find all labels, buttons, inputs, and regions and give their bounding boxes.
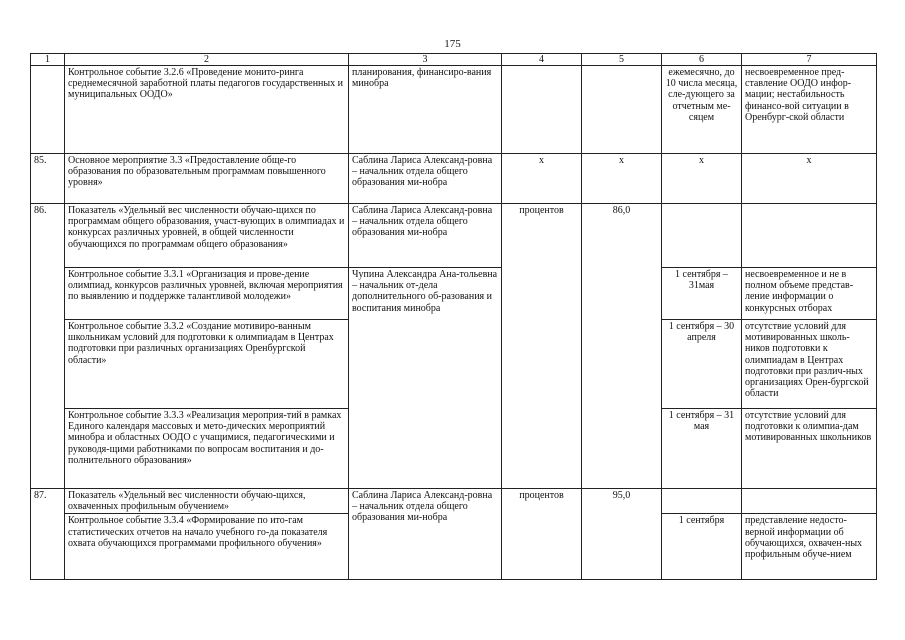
header-cell: 6 <box>662 54 742 66</box>
responsible: Чупина Александра Ана-тольевна – начальник от-дела дополнительного об-разования и воспитания минобра <box>349 268 502 489</box>
responsible: Саблина Лариса Александ-ровна – начальник отдела общего образования ми-нобра <box>349 154 502 204</box>
deadline: ежемесячно, до 10 числа месяца, сле-дующего за отчетным ме-сяцем <box>662 66 742 154</box>
event-title: Контрольное событие 3.3.2 «Создание мотивиро-ванным школьникам условий для подготовки к олимпиадам в Центрах подготовки при различных организациях Оренбургской области» <box>65 320 349 409</box>
risk: х <box>742 154 877 204</box>
table-row <box>31 154 877 204</box>
event-title: Основное мероприятие 3.3 «Предоставление обще-го образования по образовательным программам повышенного уровня» <box>65 154 349 204</box>
row-number: 87. <box>31 489 65 580</box>
event-title: Контрольное событие 3.3.3 «Реализация мероприя-тий в рамках Единого календаря массовых и мето-дических мероприятий минобра и областных ООДО с учащимися, педагогическими и руководя-щими работниками по вопросам воспитания и до-полнительного образования» <box>65 409 349 489</box>
table-row <box>31 489 877 514</box>
deadline: 1 сентября <box>662 514 742 580</box>
row-number: 85. <box>31 154 65 204</box>
responsible: Саблина Лариса Александ-ровна – начальник отдела общего образования ми-нобра <box>349 204 502 268</box>
plan-table <box>30 53 877 580</box>
header-cell: 5 <box>582 54 662 66</box>
table-row <box>31 204 877 268</box>
row-number: 86. <box>31 204 65 489</box>
risk: отсутствие условий для мотивированных школь-ников подготовки к олимпиадам в Центрах подготовки при различ-ных организациях Орен-бургской области <box>742 320 877 409</box>
header-cell: 4 <box>502 54 582 66</box>
risk: несвоевременное пред-ставление ООДО инфор-мации; нестабильность финансо-вой ситуации в Оренбург-ской области <box>742 66 877 154</box>
header-cell: 2 <box>65 54 349 66</box>
value: 95,0 <box>582 489 662 580</box>
unit: х <box>502 154 582 204</box>
responsible: планирования, финансиро-вания минобра <box>349 66 502 154</box>
page-number: 175 <box>444 38 461 50</box>
deadline: х <box>662 154 742 204</box>
risk <box>742 489 877 514</box>
deadline: 1 сентября – 30 апреля <box>662 320 742 409</box>
value <box>582 66 662 154</box>
risk: несвоевременное и не в полном объеме представ-ление информации о конкурсных отборах <box>742 268 877 320</box>
header-cell: 1 <box>31 54 65 66</box>
responsible: Саблина Лариса Александ-ровна – начальник отдела общего образования ми-нобра <box>349 489 502 580</box>
indicator-title: Показатель «Удельный вес численности обучаю-щихся, охваченных профильным обучением» <box>65 489 349 514</box>
deadline <box>662 204 742 268</box>
header-row <box>31 54 877 66</box>
event-title: Контрольное событие 3.3.1 «Организация и прове-дение олимпиад, конкурсов различных уровней, включая мероприятия по выявлению и поддержке талантливой молодежи» <box>65 268 349 320</box>
value: 86,0 <box>582 204 662 489</box>
risk: представление недосто-верной информации об обучающихся, охвачен-ных профильным обуче-нием <box>742 514 877 580</box>
unit <box>502 66 582 154</box>
risk <box>742 204 877 268</box>
deadline: 1 сентября – 31мая <box>662 268 742 320</box>
indicator-title: Показатель «Удельный вес численности обучаю-щихся по программам общего образования, участ-вующих в олимпиадах и конкурсах различных уровней, в общей численности обучающихся по программам общего образования» <box>65 204 349 268</box>
event-title: Контрольное событие 3.2.6 «Проведение монито-ринга среднемесячной заработной платы педагогов государственных и муниципальных ООДО» <box>65 66 349 154</box>
deadline <box>662 489 742 514</box>
unit: процентов <box>502 489 582 580</box>
table-row <box>31 66 877 154</box>
table-row <box>31 268 877 320</box>
unit: процентов <box>502 204 582 489</box>
header-cell: 3 <box>349 54 502 66</box>
risk: отсутствие условий для подготовки к олимпиа-дам мотивированных школьников <box>742 409 877 489</box>
event-title: Контрольное событие 3.3.4 «Формирование по ито-гам статистических отчетов на начало учебного го-да показателя охвата обучающихся программами профильного обучения» <box>65 514 349 580</box>
deadline: 1 сентября – 31 мая <box>662 409 742 489</box>
row-number <box>31 66 65 154</box>
value: х <box>582 154 662 204</box>
header-cell: 7 <box>742 54 877 66</box>
